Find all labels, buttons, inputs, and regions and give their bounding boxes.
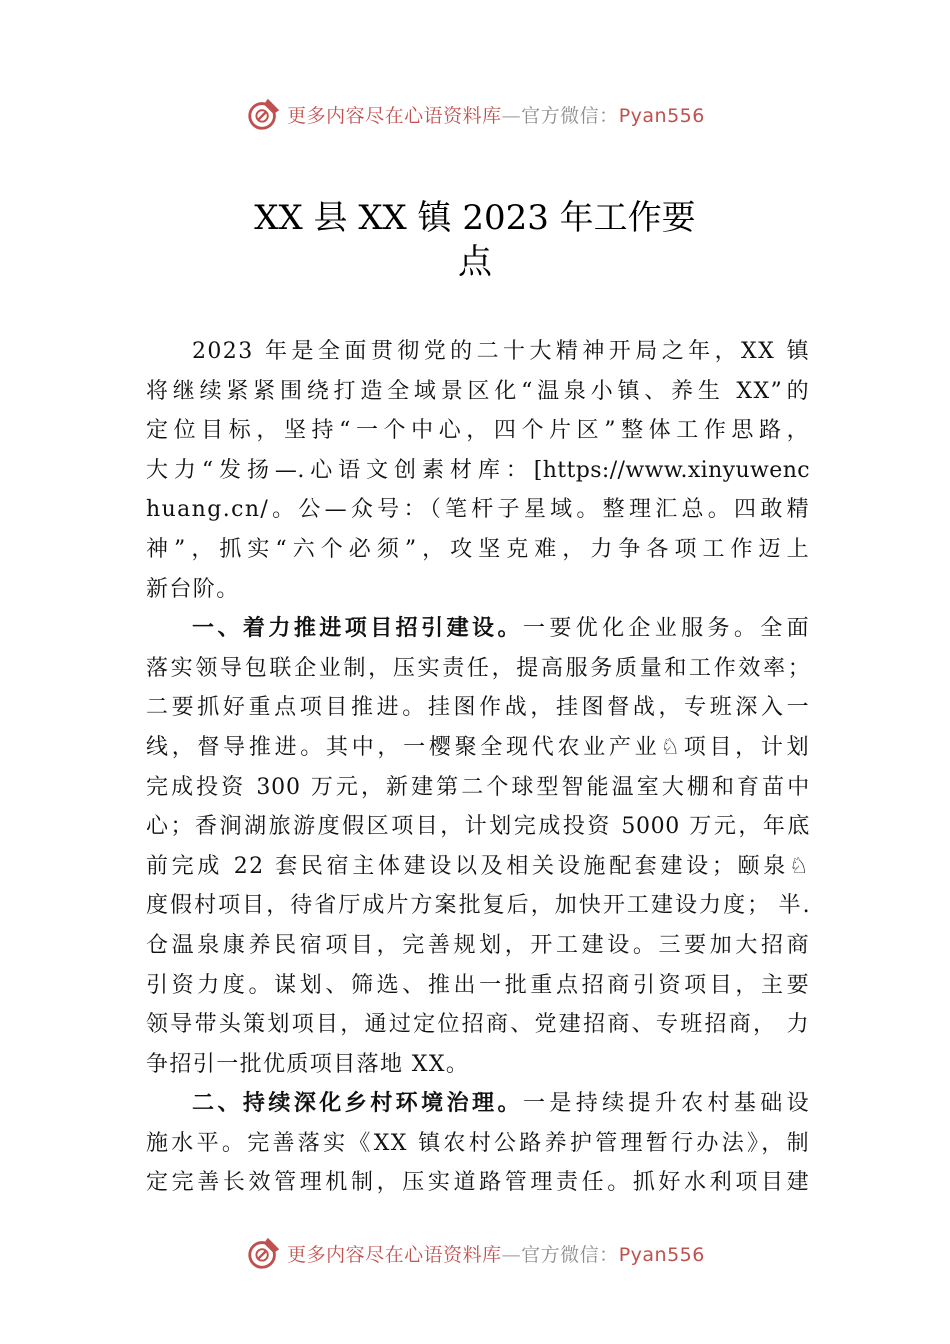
text-line: 大力“发扬—.心语文创素材库：[https://www.xinyuwenc bbox=[146, 457, 810, 483]
text-line: 前完成 22 套民宿主体建设以及相关设施配套建设；颐泉♘ bbox=[146, 853, 810, 879]
watermark-text: 更多内容尽在心语资料库—官方微信：Pyan556 bbox=[287, 1243, 705, 1266]
text-line: 心；香涧湖旅游度假区项目，计划完成投资 5000 万元，年底 bbox=[146, 814, 810, 840]
text-line: 二要抓好重点项目推进。挂图作战，挂图督战，专班深入一 bbox=[146, 695, 810, 721]
text-line: 度假村项目，待省厅成片方案批复后，加快开工建设力度； 半. bbox=[146, 893, 810, 919]
text-line: 二、持续深化乡村环境治理。一是持续提升农村基础设 bbox=[192, 1091, 810, 1117]
watermark-banner-bottom bbox=[0, 1231, 950, 1275]
title-line-1: XX 县 XX 镇 2023 年工作要 bbox=[254, 198, 696, 238]
document-body bbox=[146, 332, 810, 1203]
title-line-2: 点 bbox=[458, 242, 492, 282]
text-line: 仓温泉康养民宿项目，完善规划，开工建设。三要加大招商 bbox=[146, 932, 810, 958]
pen-seal-icon bbox=[245, 1234, 283, 1272]
text-line: 将继续紧紧围绕打造全域景区化“温泉小镇、养生 XX”的 bbox=[146, 378, 810, 404]
text-line: 领导带头策划项目，通过定位招商、党建招商、专班招商， 力 bbox=[146, 1012, 810, 1038]
section-1-paragraph bbox=[146, 609, 810, 1084]
text-line: 施水平。完善落实《XX 镇农村公路养护管理暂行办法》，制 bbox=[146, 1130, 810, 1156]
section-2-heading: 二、持续深化乡村环境治理。 bbox=[192, 1091, 523, 1117]
text-line: 引资力度。谋划、筛选、推出一批重点招商引资项目，主要 bbox=[146, 972, 810, 998]
text-line: 定完善长效管理机制，压实道路管理责任。抓好水利项目建 bbox=[146, 1170, 810, 1196]
pen-seal-icon bbox=[245, 95, 283, 133]
watermark-text: 更多内容尽在心语资料库—官方微信：Pyan556 bbox=[287, 104, 705, 127]
document-title bbox=[230, 196, 720, 284]
text-line: 线，督导推进。其中，一樱聚全现代农业产业♘项目，计划 bbox=[146, 734, 810, 760]
text-line: 一、着力推进项目招引建设。一要优化企业服务。全面 bbox=[192, 616, 810, 642]
text-line: 神”，抓实“六个必须”，攻坚克难，力争各项工作迈上 bbox=[146, 536, 810, 562]
section-1-heading: 一、着力推进项目招引建设。 bbox=[192, 616, 523, 642]
text-line: huang.cn/。公—众号：（笔杆子星域。整理汇总。四敢精 bbox=[146, 497, 810, 523]
text-line: 落实领导包联企业制，压实责任，提高服务质量和工作效率； bbox=[146, 655, 810, 681]
text-line: 定位目标，坚持“一个中心，四个片区”整体工作思路， bbox=[146, 418, 810, 444]
text-line: 2023 年是全面贯彻党的二十大精神开局之年，XX 镇 bbox=[192, 339, 810, 364]
section-2-paragraph bbox=[146, 1084, 810, 1203]
watermark-banner-top bbox=[0, 92, 950, 136]
intro-paragraph bbox=[146, 332, 810, 609]
text-line: 争招引一批优质项目落地 XX。 bbox=[146, 1051, 470, 1077]
text-line: 完成投资 300 万元，新建第二个球型智能温室大棚和育苗中 bbox=[146, 774, 810, 800]
text-line: 新台阶。 bbox=[146, 576, 240, 602]
